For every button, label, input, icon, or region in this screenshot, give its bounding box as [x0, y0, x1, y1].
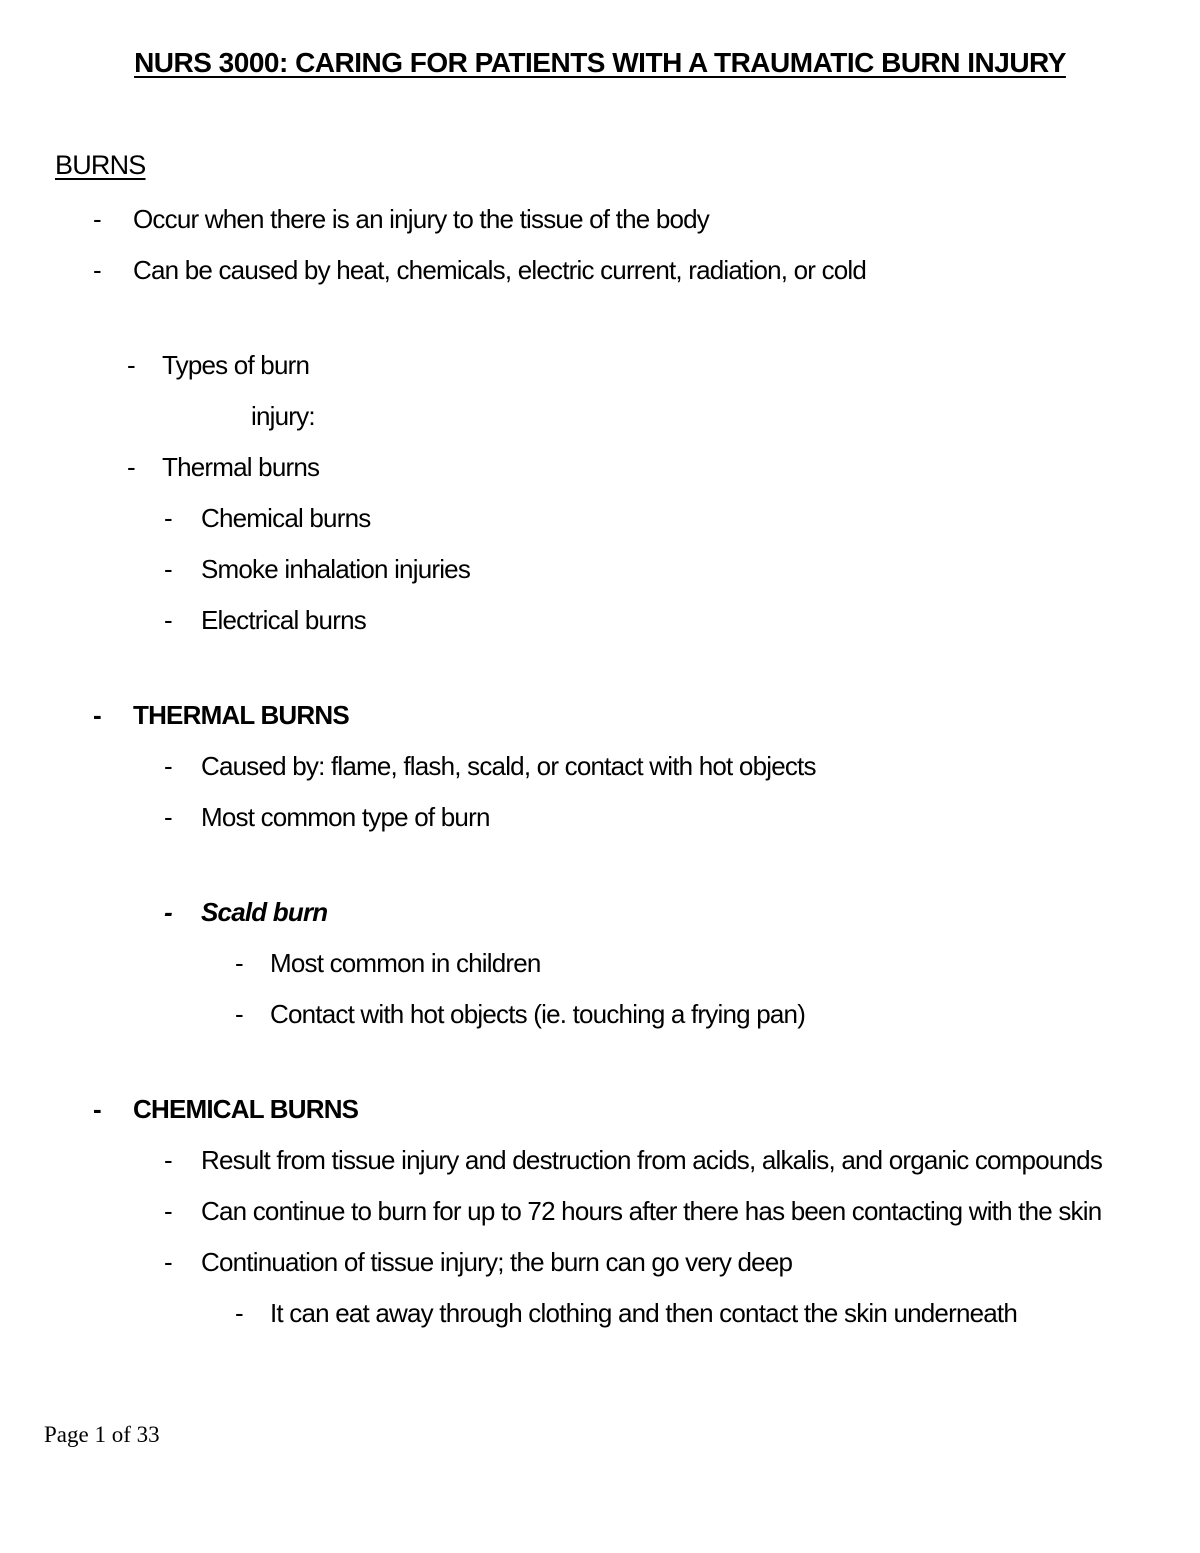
- bullet-dash: -: [93, 204, 101, 234]
- bullet-text: Scald burn: [201, 897, 328, 927]
- bullet-text: Contact with hot objects (ie. touching a frying pan): [270, 999, 806, 1029]
- blank-line: [0, 299, 1200, 343]
- bullet-item: [0, 197, 1200, 242]
- blank-line: [0, 846, 1200, 890]
- bullet-text: Caused by: flame, flash, scald, or contact with hot objects: [201, 751, 816, 781]
- bullet-item-heading: [0, 890, 1200, 935]
- blank-line: [0, 649, 1200, 693]
- bullet-text: Most common type of burn: [201, 802, 490, 832]
- bullet-dash: -: [164, 1145, 172, 1175]
- bullet-item: [0, 598, 1200, 643]
- bullet-text: Electrical burns: [201, 605, 366, 635]
- bullet-item: [0, 1291, 1200, 1336]
- continuation-line: [0, 394, 1200, 439]
- bullet-dash: -: [164, 503, 172, 533]
- bullet-dash: -: [93, 700, 101, 730]
- bullet-item: [0, 1189, 1200, 1234]
- bullet-item: [0, 445, 1200, 490]
- bullet-item-heading: [0, 1087, 1200, 1132]
- bullet-dash: -: [93, 1094, 101, 1124]
- bullet-text: Result from tissue injury and destruction from acids, alkalis, and organic compounds: [201, 1145, 1103, 1175]
- bullet-dash: -: [93, 255, 101, 285]
- bullet-item: [0, 992, 1200, 1037]
- bullet-item: [0, 744, 1200, 789]
- bullet-text: Most common in children: [270, 948, 541, 978]
- bullet-item: [0, 547, 1200, 592]
- bullet-item: [0, 496, 1200, 541]
- bullet-dash: -: [164, 802, 172, 832]
- section-heading-burns: BURNS: [55, 150, 146, 180]
- bullet-dash: -: [127, 452, 135, 482]
- bullet-dash: -: [127, 350, 135, 380]
- bullet-text: Can be caused by heat, chemicals, electric current, radiation, or cold: [133, 255, 867, 285]
- bullet-dash: -: [235, 1298, 243, 1328]
- bullet-text: Chemical burns: [201, 503, 371, 533]
- bullet-item: [0, 343, 1200, 388]
- bullet-text: injury:: [251, 401, 315, 431]
- bullet-text: THERMAL BURNS: [133, 700, 349, 730]
- page-number-footer: Page 1 of 33: [44, 1422, 160, 1447]
- bullet-dash: -: [164, 897, 172, 927]
- bullet-item: [0, 795, 1200, 840]
- bullet-item: [0, 941, 1200, 986]
- bullet-text: Types of burn: [162, 350, 310, 380]
- bullet-text: Smoke inhalation injuries: [201, 554, 471, 584]
- bullet-text: Continuation of tissue injury; the burn can go very deep: [201, 1247, 793, 1277]
- bullet-text: CHEMICAL BURNS: [133, 1094, 359, 1124]
- bullet-dash: -: [164, 751, 172, 781]
- bullet-text: Thermal burns: [162, 452, 320, 482]
- bullet-item-heading: [0, 693, 1200, 738]
- bullet-text: It can eat away through clothing and then contact the skin underneath: [270, 1298, 1018, 1328]
- bullet-dash: -: [164, 1247, 172, 1277]
- bullet-item: [0, 1138, 1200, 1183]
- bullet-text: Can continue to burn for up to 72 hours after there has been contacting with the skin: [201, 1196, 1102, 1226]
- blank-line: [0, 1043, 1200, 1087]
- bullet-text: Occur when there is an injury to the tissue of the body: [133, 204, 710, 234]
- bullet-dash: -: [164, 554, 172, 584]
- bullet-dash: -: [164, 605, 172, 635]
- bullet-dash: -: [235, 948, 243, 978]
- bullet-dash: -: [235, 999, 243, 1029]
- bullet-dash: -: [164, 1196, 172, 1226]
- bullet-item: [0, 248, 1200, 293]
- page-title: NURS 3000: CARING FOR PATIENTS WITH A TRAUMATIC BURN INJURY: [134, 47, 1066, 78]
- bullet-item: [0, 1240, 1200, 1285]
